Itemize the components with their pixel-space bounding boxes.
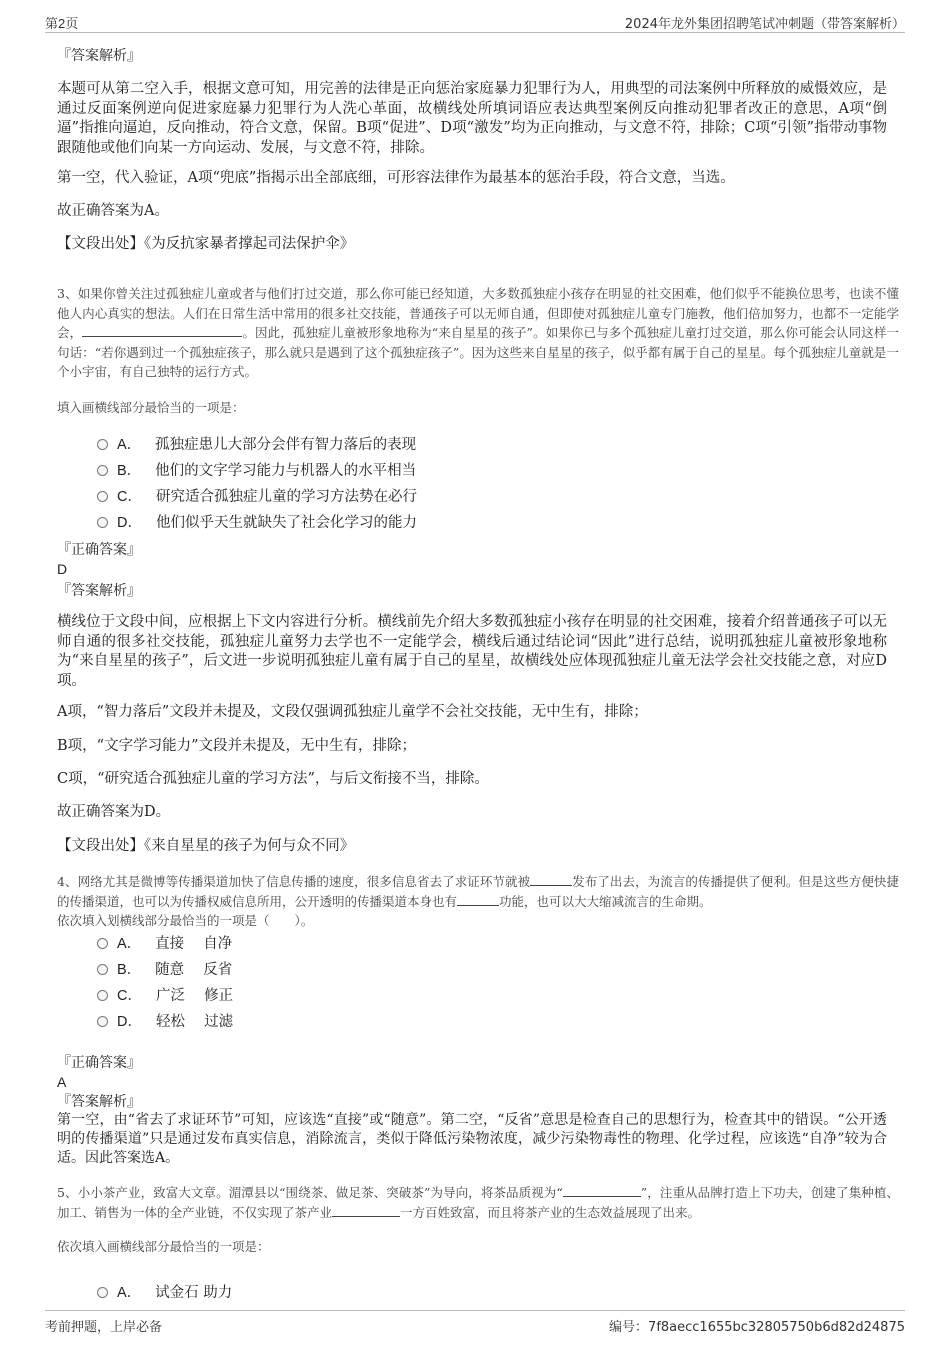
radio-icon[interactable] bbox=[97, 439, 108, 450]
q3-analysis-label: 『答案解析』 bbox=[57, 583, 141, 599]
q2-analysis-p1: 本题可从第二空入手，根据文意可知，用完善的法律是正向惩治家庭暴力犯罪行为人，用典型的司法案例中所释放的威慑效应，是通过反面案例逆向促进家庭暴力犯罪行为人洗心革面，故横线处所填词语应表达典型案例反向推动犯罪者改正的意思，A项“倒逼”指推向逼迫，反向推动，符合文意，保留。B项“促进”、D项“激发”均为正向推动，与文意不符，排除；C项“引领”指带动事物跟随他或他们向某一方向运动、发展，与文意不符，排除。 bbox=[57, 81, 887, 156]
q2-analysis-p3: 故正确答案为A。 bbox=[57, 203, 169, 219]
q4-option-d[interactable]: D． 轻松 过滤 bbox=[97, 1013, 233, 1031]
q3-prompt: 填入画横线部分最恰当的一项是： bbox=[57, 400, 245, 415]
q2-analysis-p2: 第一空，代入验证，A项“兜底”指揭示出全部底细，可形容法律作为最基本的惩治手段，符合文意，当选。 bbox=[57, 170, 735, 186]
q2-source: 【文段出处】《为反抗家暴者撑起司法保护伞》 bbox=[57, 236, 355, 252]
q4-option-b[interactable]: B． 随意 反省 bbox=[97, 961, 232, 979]
radio-icon[interactable] bbox=[97, 938, 108, 949]
q5-option-a[interactable]: A． 试金石 助力 bbox=[97, 1284, 232, 1302]
q3-stem-after: 。因此，孤独症儿童被形象地称为“来自星星的孩子”。如果你已与多个孤独症儿童打过交道，那么你可能会认同这样一句话：“若你遇到过一个孤独症孩子，那么就只是遇到了这个孤独症孩子”。因为这些来自星星的孩子，似乎都有属于自己的星星。每个孤独症儿童就是一个小宇宙，有自己独特的运行方式。 bbox=[57, 325, 899, 379]
q3-option-d[interactable]: D． 他们似乎天生就缺失了社会化学习的能力 bbox=[97, 514, 417, 532]
radio-icon[interactable] bbox=[97, 491, 108, 502]
page-header bbox=[45, 10, 905, 33]
radio-icon[interactable] bbox=[97, 1287, 108, 1298]
q4-prompt: 依次填入划横线部分最恰当的一项是（ ）。 bbox=[57, 913, 314, 928]
q4-option-a[interactable]: A． 直接 自净 bbox=[97, 935, 232, 953]
radio-icon[interactable] bbox=[97, 990, 108, 1001]
radio-icon[interactable] bbox=[97, 1016, 108, 1027]
page-number: 第2页 bbox=[45, 16, 79, 31]
q3-analysis-p3: B项，“文字学习能力”文段并未提及，无中生有，排除； bbox=[57, 738, 416, 754]
radio-icon[interactable] bbox=[97, 517, 108, 528]
q4-analysis: 第一空，由“省去了求证环节”可知，应该选“直接”或“随意”。第二空，“反省”意思是检查自己的思想行为，检查其中的错误。“公开透明的传播渠道”只是通过发布真实信息，消除流言，类似于降低污染物浓度，减少污染物毒性的物理、化学过程，应该选“自净”较为合适。因此答案选A。 bbox=[57, 1112, 887, 1166]
q3-option-a[interactable]: A． 孤独症患儿大部分会伴有智力落后的表现 bbox=[97, 436, 416, 454]
q3-analysis-p5: 故正确答案为D。 bbox=[57, 804, 171, 820]
q3-source: 【文段出处】《来自星星的孩子为何与众不同》 bbox=[57, 838, 355, 854]
q3-stem bbox=[57, 284, 899, 382]
q4-stem: 4、网络尤其是微博等传播渠道加快了信息传播的速度，很多信息省去了求证环节就被 发布了出去，为流言的传播提供了便利。但是这些方便快捷的传播渠道，也可以为传播权威信息所用，公开透明的传播渠道本身也有 功能，也可以大大缩减流言的生命期。 bbox=[57, 874, 899, 909]
q3-option-c[interactable]: C． 研究适合孤独症儿童的学习方法势在必行 bbox=[97, 488, 417, 506]
q4-answer: A bbox=[57, 1074, 67, 1090]
footer-slogan: 考前押题，上岸必备 bbox=[45, 1320, 163, 1335]
q3-analysis-p4: C项，“研究适合孤独症儿童的学习方法”，与后文衔接不当，排除。 bbox=[57, 771, 489, 787]
q3-stem-before: 3、如果你曾关注过孤独症儿童或者与他们打过交道，那么你可能已经知道，大多数孤独症小孩存在明显的社交困难，他们似乎不能换位思考，也读不懂他人内心真实的想法。人们在日常生活中常用的很多社交技能，普通孩子可以无师自通，但即使对孤独症儿童专门施教，他们倍加努力，也都不一定能学会， bbox=[57, 286, 899, 340]
q4-correct-label: 『正确答案』 bbox=[57, 1055, 141, 1071]
q5-blank-2 bbox=[332, 1204, 400, 1217]
q5-prompt: 依次填入画横线部分最恰当的一项是： bbox=[57, 1239, 270, 1254]
q3-option-b[interactable]: B． 他们的文字学习能力与机器人的水平相当 bbox=[97, 462, 416, 480]
q4-blank-1 bbox=[530, 873, 572, 886]
q3-correct-label: 『正确答案』 bbox=[57, 542, 141, 558]
document-title: 2024年龙外集团招聘笔试冲刺题（带答案解析） bbox=[624, 17, 905, 32]
q4-blank-2 bbox=[457, 893, 499, 906]
q3-blank bbox=[82, 324, 242, 337]
radio-icon[interactable] bbox=[97, 465, 108, 476]
q4-option-c[interactable]: C． 广泛 修正 bbox=[97, 987, 233, 1005]
q5-blank-1 bbox=[563, 1184, 641, 1197]
q2-analysis-label: 『答案解析』 bbox=[57, 48, 141, 64]
q3-analysis-p2: A项，“智力落后”文段并未提及，文段仅强调孤独症儿童学不会社交技能，无中生有，排除； bbox=[57, 704, 648, 720]
q3-analysis-p1: 横线位于文段中间，应根据上下文内容进行分析。横线前先介绍大多数孤独症小孩存在明显的社交困难，接着介绍普通孩子可以无师自通的很多社交技能，孤独症儿童努力去学也不一定能学会，横线后通过结论词“因此”进行总结，说明孤独症儿童被形象地称为“来自星星的孩子”，后文进一步说明孤独症儿童有属于自己的星星，故横线处应体现孤独症儿童无法学会社交技能之意，对应D项。 bbox=[57, 614, 887, 689]
radio-icon[interactable] bbox=[97, 964, 108, 975]
q5-stem: 5、小小茶产业，致富大文章。湄潭县以“围绕茶、做足茶、突破茶”为导向，将茶品质视为“ ”，注重从品牌打造上下功夫，创建了集种植、加工、销售为一体的全产业链，不仅实现了茶产业 一方百姓致富，而且将茶产业的生态效益展现了出来。 bbox=[57, 1185, 899, 1220]
q4-analysis-label: 『答案解析』 bbox=[57, 1094, 141, 1110]
q3-answer: D bbox=[57, 561, 68, 577]
page-footer bbox=[45, 1310, 905, 1335]
document-code: 编号：7f8aecc1655bc32805750b6d82d24875 bbox=[609, 1320, 905, 1335]
